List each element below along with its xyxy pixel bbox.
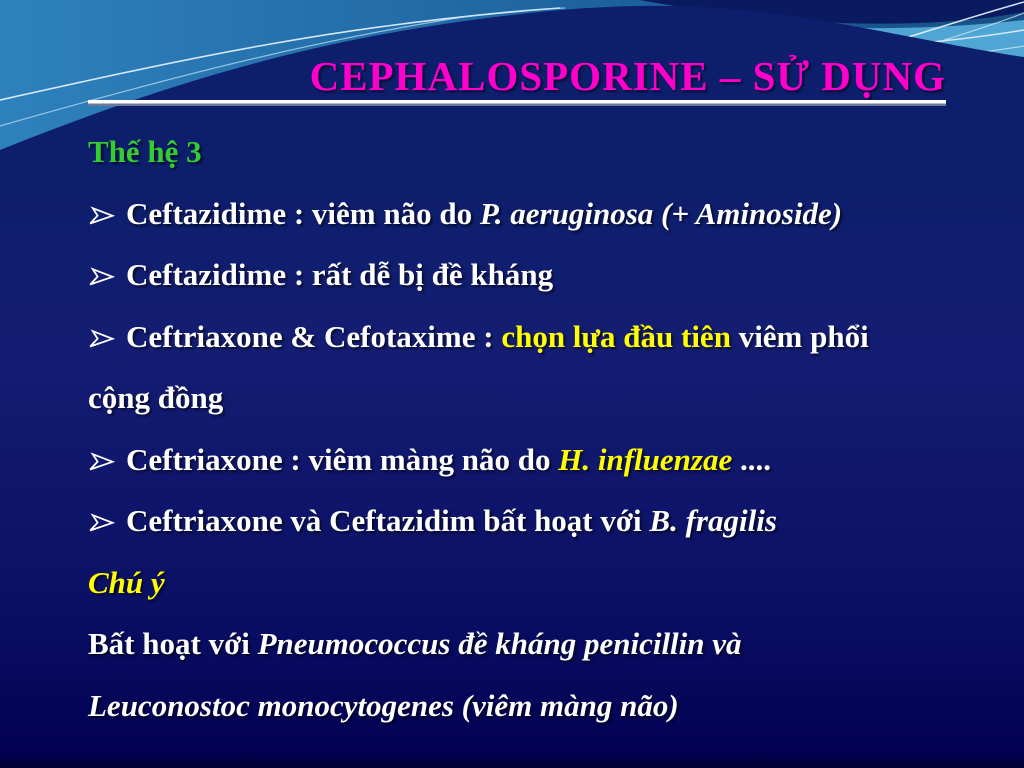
body-line (88, 613, 974, 675)
text-segment: viêm phổi (730, 318, 869, 354)
arrow-bullet-icon (88, 513, 115, 533)
arrow-bullet-icon (88, 452, 115, 472)
text-segment: .... (732, 441, 771, 477)
body-line (88, 121, 974, 183)
body-line (88, 429, 974, 491)
text-segment: Ceftriaxone và Ceftazidim bất hoạt với (126, 503, 650, 538)
body-line (88, 367, 974, 429)
arrow-bullet-icon (88, 329, 115, 349)
text-segment: Pneumococcus đề kháng penicillin và (257, 626, 742, 661)
text-segment: chọn lựa đầu tiên (501, 318, 731, 354)
text-segment: Ceftriaxone : viêm màng não do (126, 441, 559, 477)
text-segment: Thế hệ 3 (88, 134, 202, 169)
text-segment: H. influenzae (558, 441, 733, 477)
body-line (88, 306, 974, 368)
body-line (88, 552, 974, 614)
title-underline (88, 100, 946, 106)
text-segment: cộng đồng (88, 380, 224, 415)
text-segment: Ceftriaxone & Cefotaxime : (126, 318, 502, 354)
text-segment: Ceftazidime : rất dễ bị đề kháng (126, 257, 554, 292)
text-segment: Chú ý (88, 564, 165, 600)
arrow-bullet-icon (88, 206, 115, 226)
body-line (88, 183, 974, 245)
body-line (88, 244, 974, 306)
body-line (88, 490, 974, 552)
text-segment: B. fragilis (649, 503, 777, 538)
text-segment: P. aeruginosa (+ Aminoside) (479, 195, 843, 231)
slide-title: CEPHALOSPORINE – SỬ DỤNG (309, 53, 946, 99)
body-lines (88, 121, 974, 736)
body-line (88, 675, 974, 737)
text-segment: Leuconostoc monocytogenes (viêm màng não) (88, 687, 679, 723)
bottom-edge-strip (0, 761, 1024, 768)
text-segment: Bất hoạt với (88, 626, 258, 661)
arrow-bullet-icon (88, 267, 115, 287)
text-segment: Ceftazidime : viêm não do (126, 195, 480, 231)
